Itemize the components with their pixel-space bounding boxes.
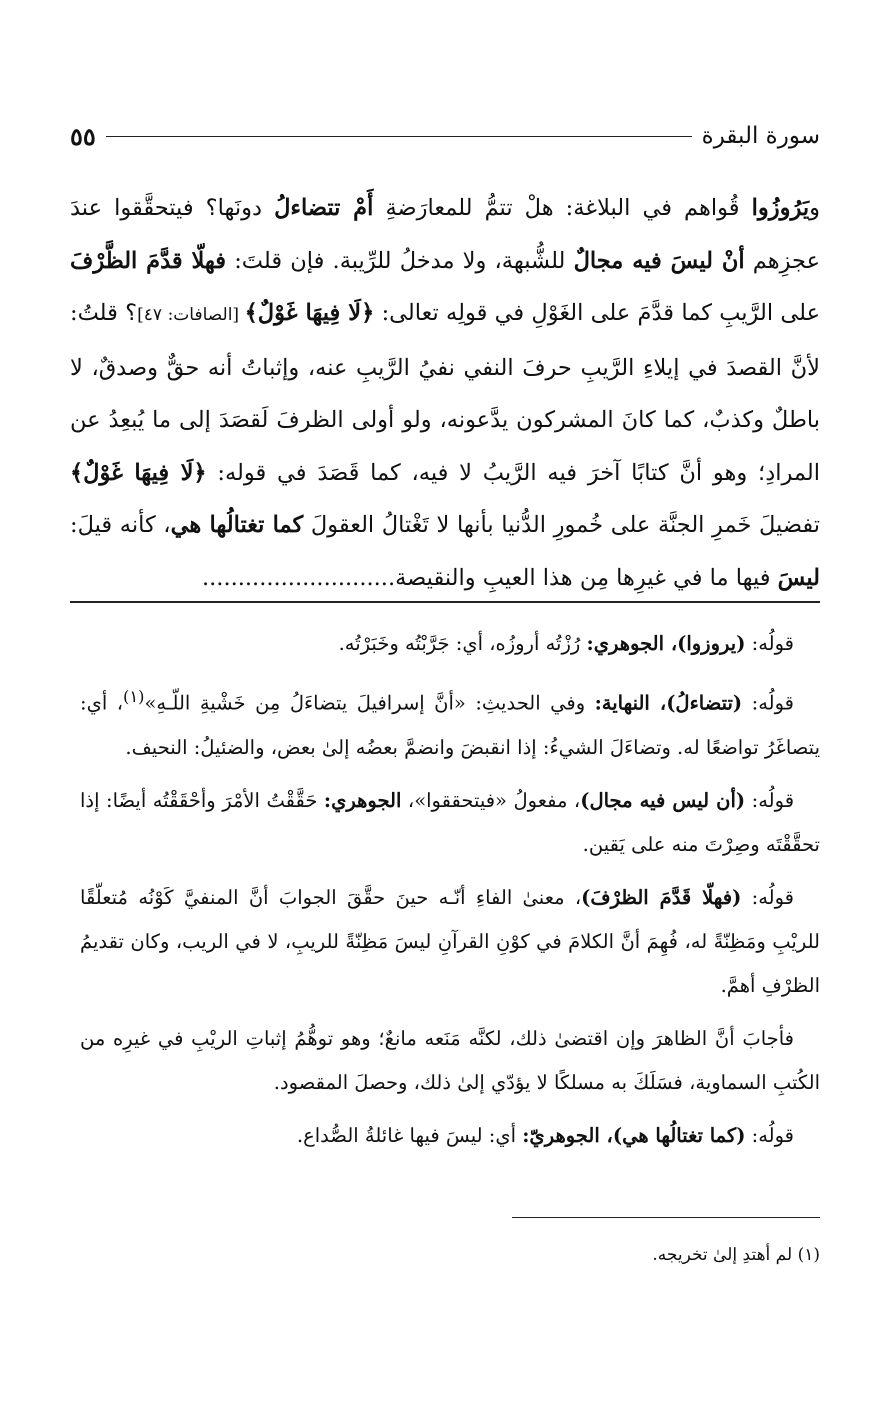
commentary-notes: [80, 622, 820, 1167]
text-run: و: [809, 195, 821, 221]
note-paragraph: [80, 622, 820, 666]
quran-verse: ﴿لَا فِيهَا غَوْلٌ﴾: [70, 459, 207, 486]
note-lead: قولُه:: [745, 632, 794, 655]
bold-term: كما تغتالُها هي: [170, 512, 304, 538]
text-run: دونَها؟ فيتحقَّقوا عندَ عجزِهم: [70, 195, 820, 274]
note-text: ، مفعولُ «فيتحققوا»،: [401, 788, 581, 812]
text-run: على الرَّيبِ كما قدَّمَ على الغَوْلِ في قولِه تعالى:: [374, 300, 821, 326]
quran-verse: ﴿لَا فِيهَا غَوْلٌ﴾: [244, 300, 375, 326]
note-text: حَقَّقْتُ الأمْرَ وأحْقَقْتُه أيضًا: إذا تحقَّقْتَه وصِرْتَ منه على يَقين.: [80, 788, 820, 856]
note-paragraph: [80, 876, 820, 1008]
page-header: [70, 116, 820, 156]
main-paragraph: [70, 182, 820, 604]
commentary-separator: [70, 601, 820, 603]
bold-term: أنْ ليسَ فيه مجالٌ: [573, 247, 745, 274]
text-run: تفضيلَ خَمرِ الجنَّة على خُمورِ الدُّنيا بأنها لا تَغْتالُ العقولَ: [303, 512, 820, 538]
note-text: رُزْتُه أروزُه، أي: جَرَّبْتُه وخَبَرْتُه.: [338, 632, 587, 655]
note-lead: قولُه:: [745, 1123, 794, 1147]
note-term: (تتضاءلُ)، النهاية:: [594, 691, 743, 715]
bold-term: يَرُوزُوا: [751, 195, 810, 221]
text-run: ؟ قلتُ: لأنَّ القصدَ في إيلاءِ الرَّيبِ حرفَ النفي نفيُ الرَّيبِ عنه، وإثباتُ أنه حقٌّ وصدقٌ، لا باطلٌ وكذبٌ، كما كانَ المشركون يدَّعونه، ولو أولى الظرفَ لَقصَدَ إلى ما يُبعِدُ عن المرادِ؛ وهو أنَّ كتابًا آخرَ فيه الرَّيبُ لا فيه، كما قَصَدَ في قوله:: [70, 300, 821, 486]
note-lead: قولُه:: [745, 788, 795, 812]
note-lead: قولُه:: [742, 691, 794, 715]
note-text: وفي الحديثِ: «أنَّ إسرافيلَ يتضاءَلُ مِن خَشْيةِ اللّـهِ»: [144, 691, 595, 715]
note-term: (فهلّا قَدَّمَ الظرْفَ): [581, 885, 742, 909]
surah-title: سورة البقرة: [701, 123, 820, 149]
text-run: ، كأنه قيلَ:: [70, 512, 171, 538]
bold-term: ليسَ: [777, 564, 820, 591]
header-rule: [106, 136, 692, 137]
text-run: قُواهم في البلاغة: هلْ تتمُّ للمعارَضةِ: [373, 195, 752, 221]
verse-reference: [الصافات: ٤٧]: [137, 305, 245, 325]
note-text: أي: ليسَ فيها غائلةُ الصُّداع.: [296, 1123, 523, 1147]
main-text: [70, 182, 820, 604]
note-paragraph: [80, 1114, 820, 1158]
continuation-dots: ...........................: [201, 564, 396, 591]
footnote-marker: (١): [123, 687, 145, 706]
note-term: (أن ليس فيه مجال): [580, 788, 746, 812]
note-paragraph: [80, 1017, 820, 1105]
note-term: الجوهري:: [323, 788, 402, 812]
note-text: ، معنىٰ الفاءِ أنّـه حينَ حقَّقَ الجوابَ أنَّ المنفيَّ كَوْنُه مُتعلّقًا للريْبِ ومَظِنّةً له، فُهِمَ أنَّ الكلامَ في كوْنِ القرآنِ ليسَ مَظِنّةً للريبِ، لا في الريب، وكان تقديمُ الظرْفِ أهمَّ.: [80, 885, 820, 997]
bold-term: فهلّا قدَّمَ الظَّرْفَ: [70, 247, 227, 274]
note-lead: قولُه:: [741, 885, 795, 909]
note-text: فأجابَ أنَّ الظاهرَ وإن اقتضىٰ ذلك، لكنَّه مَنَعه مانعٌ؛ وهو توهُّمُ إثباتِ الريْبِ في غيرِه من الكُتبِ السماوية، فسَلَكَ به مسلكًا لا يؤدّي إلىٰ ذلك، وحصلَ المقصود.: [80, 1026, 820, 1094]
note-text: ، أي: يتصاغَرُ تواضعًا له. وتضاءَلَ الشيءُ: إذا انقبضَ وانضمَّ بعضُه إلىٰ بعض، والضئيلُ: النحيف.: [80, 691, 820, 759]
footnote: (١) لم أهتدِ إلىٰ تخريجه.: [652, 1245, 820, 1265]
note-paragraph: [80, 675, 820, 770]
bold-term: أَمْ تتضاءلُ: [274, 195, 374, 221]
note-paragraph: [80, 779, 820, 867]
page-number: ٥٥: [70, 121, 96, 151]
note-term: (يروزوا)، الجوهري:: [586, 632, 746, 655]
footnote-separator: [512, 1217, 820, 1218]
note-term: (كما تغتالُها هي)، الجوهريّ:: [522, 1123, 746, 1147]
text-run: للشُّبهة، ولا مدخلُ للرِّيبة. فإن قلتَ:: [226, 247, 574, 274]
text-run: فيها ما في غيرِها مِن هذا العيبِ والنقيصة: [395, 564, 778, 591]
